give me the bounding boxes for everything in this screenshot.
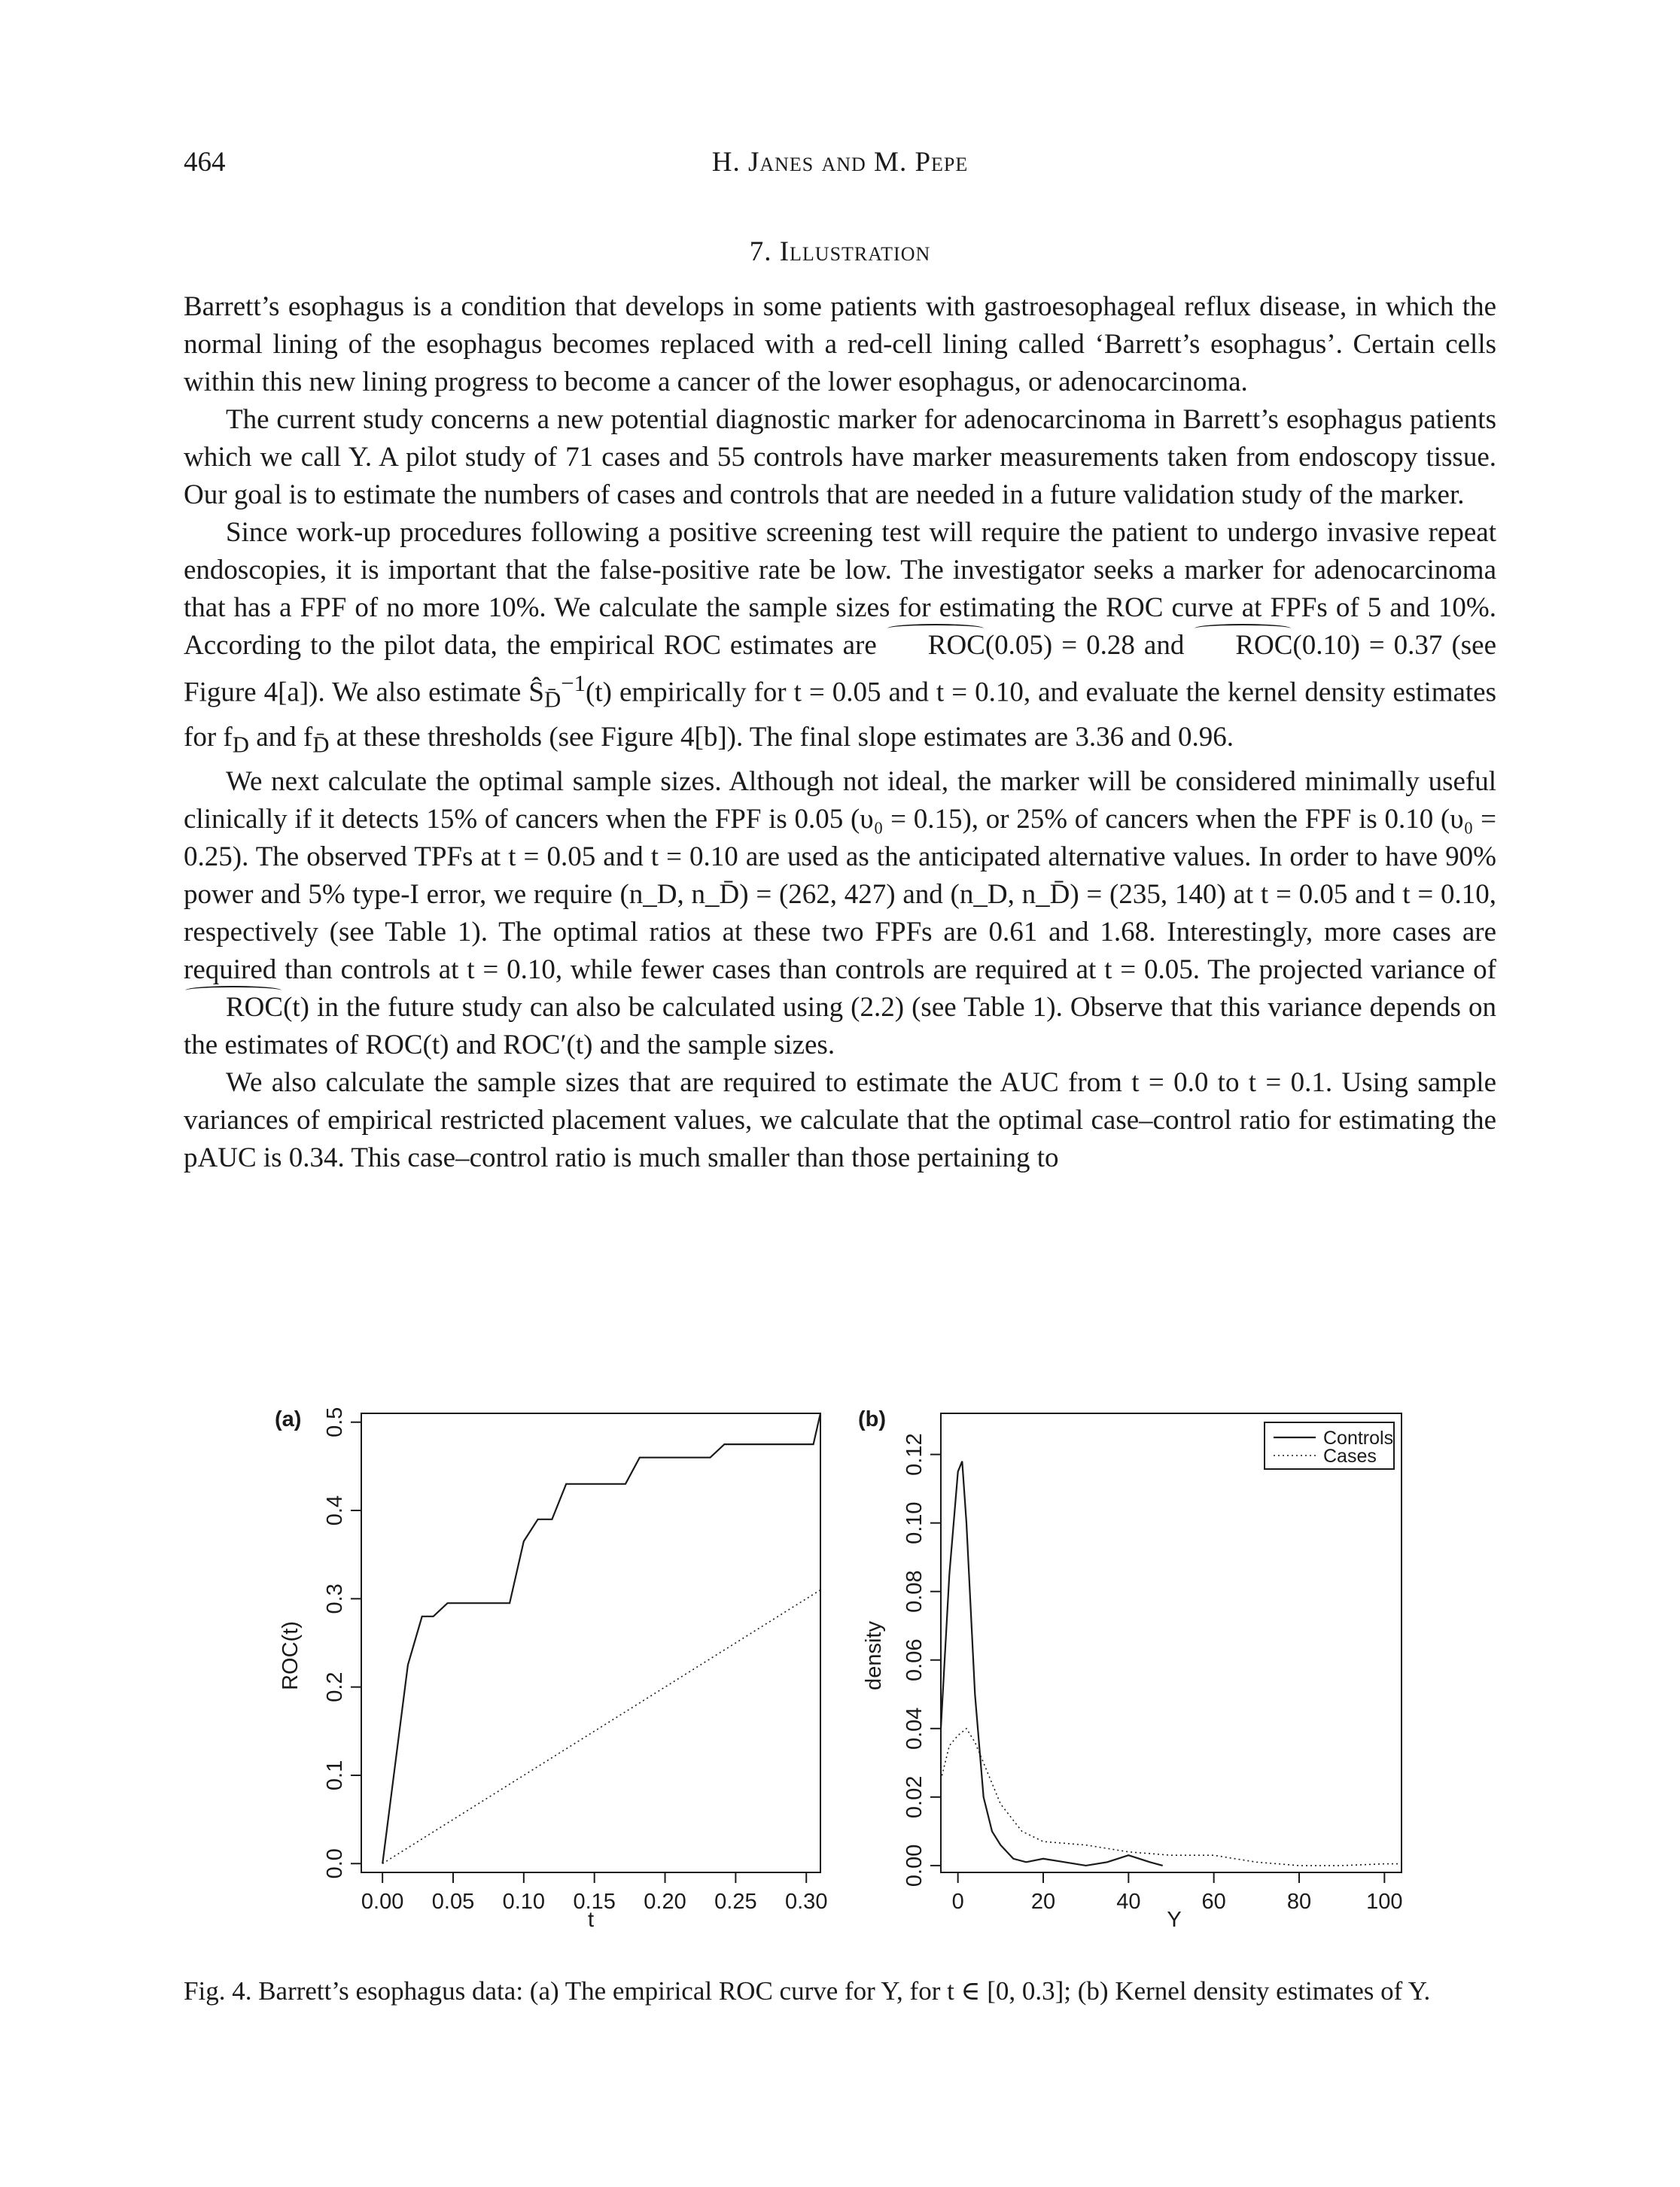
density-x-tick-label: 100 <box>1366 1890 1403 1914</box>
roc-x-tick-label: 0.25 <box>714 1890 757 1914</box>
panel-label-b: (b) <box>858 1407 887 1431</box>
legend-label-cases: Cases <box>1323 1446 1377 1467</box>
density-series-cases <box>941 1729 1402 1866</box>
roc-x-tick-label: 0.05 <box>431 1890 475 1914</box>
roc-x-tick-label: 0.10 <box>502 1890 546 1914</box>
roc-x-tick-label: 0.30 <box>785 1890 828 1914</box>
density-series-controls <box>941 1462 1163 1866</box>
paragraph-4 <box>184 763 1496 1064</box>
paragraph-4-part-a: We next calculate the optimal sample sizes. Although not ideal, the marker will be considered minimally useful clinically if it detects 15% of cancers when the FPF is 0.05 (υ₀ = 0.15), or 25% of cancers when the FPF is 0.10 (υ₀ = 0.25). The observed TPFs at t = 0.05 and t = 0.10 are used as the anticipated alternative values. In order to have 90% power and 5% type-I error, we require (n_D, n_D̄) = (262, 427) and (n_D, n_D̄) = (235, 140) at t = 0.05 and t = 0.10, respectively (see Table 1). The optimal ratios at these two FPFs are 0.61 and 1.68. Interestingly, more cases are required than controls at t = 0.10, while fewer cases than controls are required at t = 0.05. The projected variance of <box>184 766 1496 986</box>
section-title: 7. Illustration <box>749 236 931 267</box>
roc-plot-frame <box>361 1413 820 1872</box>
density-y-tick-label: 0.12 <box>902 1433 927 1476</box>
density-xlabel: Y <box>1167 1908 1182 1932</box>
density-y-tick-label: 0.00 <box>902 1844 927 1887</box>
density-ylabel: density <box>862 1621 886 1690</box>
body-text <box>184 288 1496 1177</box>
superscript-inverse: −1 <box>561 671 586 696</box>
paragraph-4-part-b: (t) in the future study can also be calculated using (2.2) (see Table 1). Observe that this variance depends on the estimates of ROC(t) and ROC′(t) and the sample sizes. <box>184 992 1496 1061</box>
paragraph-3-part-d: (t) empirically for t = 0.05 and t = 0.10, and evaluate the kernel density estimates for f <box>184 677 1497 753</box>
caption-text: Barrett’s esophagus data: (a) The empirical ROC curve for Y, for t ∈ [0, 0.3]; (b) Kernel density estimates of Y. <box>258 1976 1431 2006</box>
roc-y-tick-label: 0.4 <box>323 1495 347 1526</box>
paragraph-3-part-a: Since work-up procedures following a positive screening test will require the patient to undergo invasive repeat endoscopies, it is important that the false-positive rate be low. The investigator seeks a marker for adenocarcinoma that has a FPF of no more 10%. We calculate the sample sizes for estimating the ROC curve at FPFs of 5 and 10%. According to the pilot data, the empirical ROC estimates are <box>184 517 1496 661</box>
paragraph-5: We also calculate the sample sizes that are required to estimate the AUC from t = 0.0 to t = 0.1. Using sample variances of empirical restricted placement values, we calculate that the optimal case–control ratio for estimating the pAUC is 0.34. This case–control ratio is much smaller than those pertaining to <box>184 1067 1496 1174</box>
roc-y-tick-label: 0.1 <box>323 1760 347 1791</box>
paragraph-3-part-e: and f <box>248 721 313 753</box>
figure-caption <box>184 1973 1496 2009</box>
paragraph-1: Barrett’s esophagus is a condition that develops in some patients with gastroesophageal reflux disease, in which the normal lining of the esophagus becomes replaced with a red-cell lining called ‘Barrett’s esophagus’. Certain cells within this new lining progress to become a cancer of the lower esophagus, or adenocarcinoma. <box>184 291 1496 397</box>
paragraph-3 <box>184 514 1496 763</box>
figure-4-svg <box>0 1392 1680 1934</box>
roc-y-tick-label: 0.5 <box>323 1407 347 1437</box>
density-chart <box>858 1407 1403 1932</box>
roc-series-empirical-roc <box>382 1413 820 1863</box>
density-y-tick-label: 0.08 <box>902 1570 927 1613</box>
density-y-tick-label: 0.02 <box>902 1775 927 1819</box>
roc-y-tick-label: 0.0 <box>323 1848 347 1879</box>
paragraph-2: The current study concerns a new potential diagnostic marker for adenocarcinoma in Barrett’s esophagus patients which we call Y. A pilot study of 71 cases and 55 controls have marker measurements taken from endoscopy tissue. Our goal is to estimate the numbers of cases and controls that are needed in a future validation study of the marker. <box>184 404 1496 510</box>
roc-xlabel: t <box>587 1908 595 1932</box>
roc-hat-1: ROC <box>886 627 985 665</box>
paragraph-3-part-b: (0.05) = 0.28 and <box>985 630 1194 661</box>
density-x-tick-label: 80 <box>1286 1890 1312 1914</box>
legend-label-controls: Controls <box>1323 1428 1394 1449</box>
roc-ylabel: ROC(t) <box>278 1621 303 1690</box>
density-x-tick-label: 0 <box>951 1890 964 1914</box>
panel-label-a: (a) <box>275 1407 302 1431</box>
density-x-tick-label: 20 <box>1030 1890 1056 1914</box>
density-y-tick-label: 0.04 <box>902 1707 927 1751</box>
roc-series-diagonal <box>382 1590 820 1864</box>
density-x-tick-label: 40 <box>1116 1890 1141 1914</box>
page-number: 464 <box>184 147 226 178</box>
figure-4 <box>0 1392 1680 1934</box>
subscript-dbar-2: D̄ <box>312 732 330 758</box>
roc-y-tick-label: 0.2 <box>323 1671 347 1702</box>
paragraph-3-part-c: (0.10) = 0.37 (see Figure 4[a]). We also estimate Ŝ <box>184 630 1497 708</box>
density-y-tick-label: 0.10 <box>902 1501 927 1544</box>
roc-chart <box>275 1407 827 1932</box>
subscript-dbar: D̄ <box>543 686 562 713</box>
running-head: H. Janes and M. Pepe <box>711 147 969 178</box>
subscript-d: D <box>232 732 249 758</box>
roc-x-tick-label: 0.20 <box>644 1890 686 1914</box>
roc-hat-2: ROC <box>1193 627 1292 665</box>
density-y-tick-label: 0.06 <box>902 1638 927 1681</box>
roc-x-tick-label: 0.00 <box>361 1890 404 1914</box>
density-legend <box>1265 1422 1394 1469</box>
roc-x-tick-label: 0.15 <box>573 1890 616 1914</box>
density-plot-frame <box>941 1413 1402 1872</box>
paragraph-3-part-f: at these thresholds (see Figure 4[b]). The final slope estimates are 3.36 and 0.96. <box>329 721 1234 753</box>
roc-hat-3: ROC <box>184 989 283 1027</box>
caption-label: Fig. 4. <box>184 1976 252 2006</box>
roc-y-tick-label: 0.3 <box>323 1583 347 1614</box>
density-x-tick-label: 60 <box>1201 1890 1226 1914</box>
